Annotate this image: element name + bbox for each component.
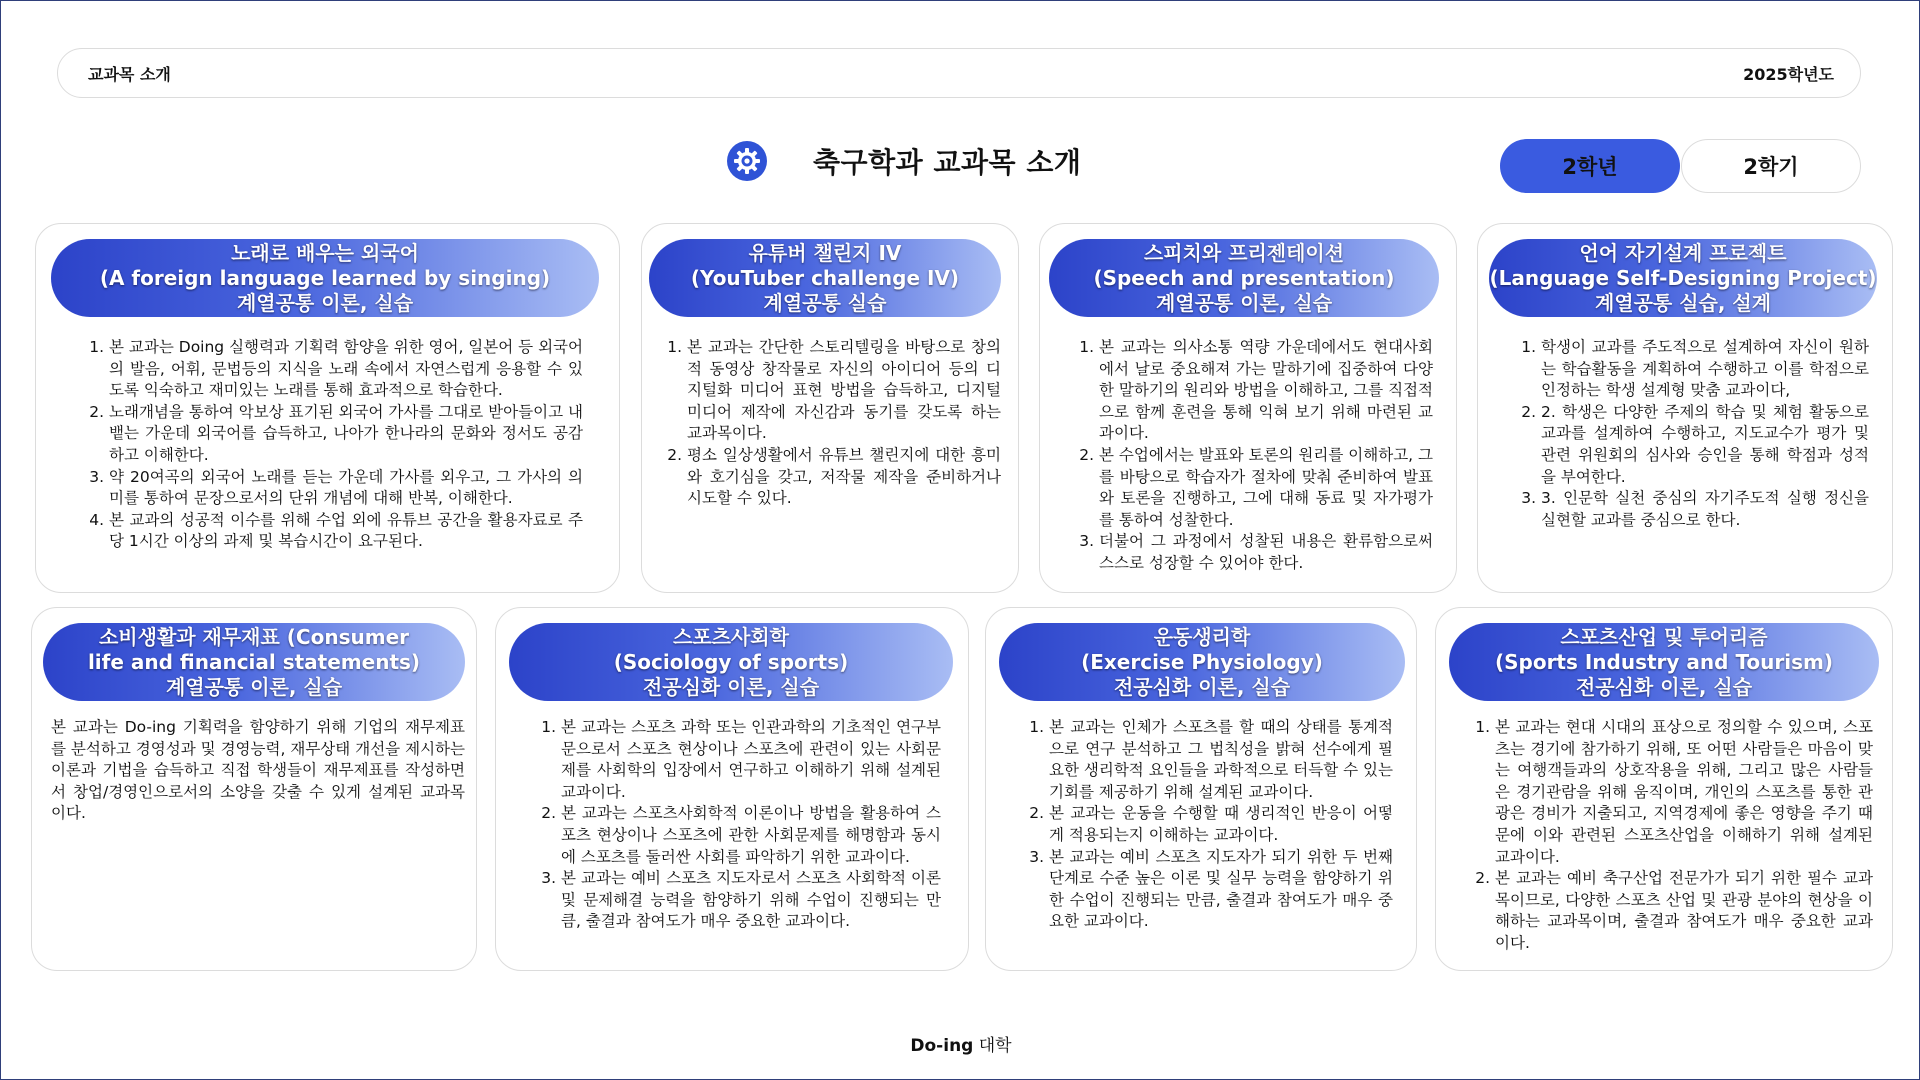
course-title-english: (Sports Industry and Tourism) — [1494, 649, 1834, 674]
course-description — [525, 717, 941, 933]
course-title: 스포츠사회학 — [673, 624, 789, 649]
course-title-english: (A foreign language learned by singing) — [99, 265, 551, 290]
course-category: 계열공통 이론, 실습 — [1155, 290, 1333, 315]
course-description — [1063, 337, 1433, 575]
footer — [1, 1031, 1920, 1056]
section-label: 교과목 소개 — [88, 64, 171, 84]
course-description — [1013, 717, 1393, 933]
course-title-english: (YouTuber challenge IV) — [690, 265, 960, 290]
footer-brand: Do-ing — [910, 1036, 974, 1056]
list-item: 1. 본 교과는 스포츠 과학 또는 인관과학의 기초적인 연구부문으로서 스포츠 현상이나 스포츠에 관련이 있는 사회문제를 사회학의 입장에서 연구하고 이해하기 위해 설계된 교과이다. — [561, 717, 941, 803]
course-title-english: (Language Self-Designing Project) — [1489, 265, 1877, 290]
list-item: 1. 본 교과는 의사소통 역량 가운데에서도 현대사회에서 날로 중요해져 가는 말하기에 집중하여 다양한 말하기의 원리와 방법을 이해하고, 그를 직접적으로 함께 훈련을 통해 익혀 보기 위해 마련된 교과이다. — [1099, 337, 1433, 445]
academic-year-label: 2025학년도 — [1743, 64, 1834, 84]
course-category: 계열공통 이론, 실습 — [165, 674, 343, 699]
list-item: 2. 본 수업에서는 발표와 토론의 원리를 이해하고, 그를 바탕으로 학습자가 절차에 맞춰 준비하여 발표와 토론을 진행하고, 그에 대해 동료 및 자가평가를 통하여 성찰한다. — [1099, 445, 1433, 531]
course-description — [1505, 337, 1869, 531]
course-category: 계열공통 실습 — [763, 290, 887, 315]
course-card-header — [43, 623, 465, 701]
course-title-english: (Speech and presentation) — [1093, 265, 1395, 290]
course-category: 계열공통 실습, 설계 — [1594, 290, 1772, 315]
tab-year[interactable]: 2학년 — [1500, 139, 1680, 193]
course-title: 노래로 배우는 외국어 — [231, 240, 419, 265]
course-title-english: (Exercise Physiology) — [1081, 649, 1323, 674]
list-item: 2. 2. 학생은 다양한 주제의 학습 및 체험 활동으로 교과를 설계하여 수행하고, 지도교수가 평가 및 관련 위원회의 심사와 승인을 통해 학점과 성적을 부여한다. — [1541, 402, 1869, 488]
course-description — [651, 337, 1001, 510]
list-item: 3. 더불어 그 과정에서 성찰된 내용은 환류함으로써 스스로 성장할 수 있어야 한다. — [1099, 531, 1433, 574]
list-item: 3. 본 교과는 예비 스포츠 지도자로서 스포츠 사회학적 이론 및 문제해결 능력을 함양하기 위해 수업이 진행되는 만큼, 출결과 참여도가 매우 중요한 교과이다. — [561, 868, 941, 933]
course-title-english: (Sociology of sports) — [613, 649, 849, 674]
list-item: 1. 학생이 교과를 주도적으로 설계하여 자신이 원하는 학습활동을 계획하여 수행하고 이를 학점으로 인정하는 학생 설계형 맞춤 교과이다, — [1541, 337, 1869, 402]
course-description — [73, 337, 583, 553]
course-description — [51, 717, 465, 825]
list-item: 2. 노래개념을 통하여 악보상 표기된 외국어 가사를 그대로 받아들이고 내뱉는 가운데 외국어를 습득하고, 나아가 한나라의 문화와 정서도 공감하고 이해한다. — [109, 402, 583, 467]
course-title: 스피치와 프리젠테이션 — [1143, 240, 1345, 265]
list-item: 1. 본 교과는 현대 시대의 표상으로 정의할 수 있으며, 스포츠는 경기에 참가하기 위해, 또 어떤 사람들은 마음이 맞는 여행객들과의 상호작용을 위해, 그리고 많은 사람들은 경기관람을 위해 움직이며, 개인의 스포츠를 통한 관광은 경비가 지출되고, 지역경제에 좋은 영향을 주기 때문에 이와 관련된 스포츠산업을 이해하기 위해 설계된 교과이다. — [1495, 717, 1873, 868]
list-item: 4. 본 교과의 성공적 이수를 위해 수업 외에 유튜브 공간을 활용자료로 주당 1시간 이상의 과제 및 복습시간이 요구된다. — [109, 510, 583, 553]
course-card-header — [649, 239, 1001, 317]
course-title: 소비생활과 재무재표 (Consumer — [98, 624, 409, 649]
course-title: 스포츠산업 및 투어리즘 — [1560, 624, 1768, 649]
list-item: 3. 3. 인문학 실천 중심의 자기주도적 실행 정신을 실현할 교과를 중심으로 한다. — [1541, 488, 1869, 531]
list-item: 3. 약 20여곡의 외국어 노래를 듣는 가운데 가사를 외우고, 그 가사의 의미를 통하여 문장으로서의 단위 개념에 대해 반복, 이해한다. — [109, 467, 583, 510]
course-paragraph: 본 교과는 Do-ing 기획력을 함양하기 위해 기업의 재무제표를 분석하고 경영성과 및 경영능력, 재무상태 개선을 제시하는 이론과 기법을 습득하고 직접 학생들이 재무제표를 작성하면서 창업/경영인으로서의 소양을 갖출 수 있게 설계된 교과목이다. — [51, 718, 465, 823]
list-item: 3. 본 교과는 예비 스포츠 지도자가 되기 위한 두 번째 단계로 수준 높은 이론 및 실무 능력을 함양하기 위한 수업이 진행되는 만큼, 출결과 참여도가 매우 중요한 교과이다. — [1049, 847, 1393, 933]
list-item: 2. 본 교과는 운동을 수행할 때 생리적인 반응이 어떻게 적용되는지 이해하는 교과이다. — [1049, 803, 1393, 846]
course-card-header — [999, 623, 1405, 701]
course-card-header — [1449, 623, 1879, 701]
course-category: 계열공통 이론, 실습 — [236, 290, 414, 315]
page-title-group — [727, 139, 1081, 183]
list-item: 2. 본 교과는 예비 축구산업 전문가가 되기 위한 필수 교과목이므로, 다양한 스포츠 산업 및 관광 분야의 현상을 이해하는 교과목이며, 출결과 참여도가 매우 중요한 교과이다. — [1495, 868, 1873, 954]
course-card-header — [51, 239, 599, 317]
list-item: 2. 평소 일상생활에서 유튜브 챌린지에 대한 흥미와 호기심을 갖고, 저작물 제작을 준비하거나 시도할 수 있다. — [687, 445, 1001, 510]
course-title-english: life and financial statements) — [87, 649, 421, 674]
gear-icon — [727, 141, 767, 181]
list-item: 1. 본 교과는 Doing 실행력과 기획력 함양을 위한 영어, 일본어 등 외국어의 발음, 어휘, 문법등의 지식을 노래 속에서 자연스럽게 응용할 수 있도록 익숙하고 재미있는 노래를 통해 효과적으로 학습한다. — [109, 337, 583, 402]
course-title: 언어 자기설계 프로젝트 — [1579, 240, 1787, 265]
course-category: 전공심화 이론, 실습 — [642, 674, 820, 699]
course-description — [1459, 717, 1873, 955]
course-category: 전공심화 이론, 실습 — [1113, 674, 1291, 699]
list-item: 2. 본 교과는 스포츠사회학적 이론이나 방법을 활용하여 스포츠 현상이나 스포츠에 관한 사회문제를 해명함과 동시에 스포츠를 둘러싼 사회를 파악하기 위한 교과이다. — [561, 803, 941, 868]
tab-semester[interactable]: 2학기 — [1681, 139, 1861, 193]
course-category: 전공심화 이론, 실습 — [1575, 674, 1753, 699]
page-title: 축구학과 교과목 소개 — [813, 146, 1082, 179]
course-title: 운동생리학 — [1153, 624, 1251, 649]
course-card-header — [509, 623, 953, 701]
course-card-header — [1049, 239, 1439, 317]
list-item: 1. 본 교과는 간단한 스토리텔링을 바탕으로 창의적 동영상 창작물로 자신의 아이디어 등의 디지털화 미디어 표현 방법을 습득하고, 디지털 미디어 제작에 자신감과 동기를 갖도록 하는 교과목이다. — [687, 337, 1001, 445]
course-title: 유튜버 챌린지 IV — [748, 240, 902, 265]
list-item: 1. 본 교과는 인체가 스포츠를 할 때의 상태를 통계적으로 연구 분석하고 그 법칙성을 밝혀 선수에게 필요한 생리학적 요인들을 과학적으로 터득할 수 있는 기회를 제공하기 위해 설계된 교과이다. — [1049, 717, 1393, 803]
course-card-header — [1489, 239, 1877, 317]
footer-suffix: 대학 — [973, 1036, 1012, 1056]
top-bar — [57, 48, 1861, 98]
